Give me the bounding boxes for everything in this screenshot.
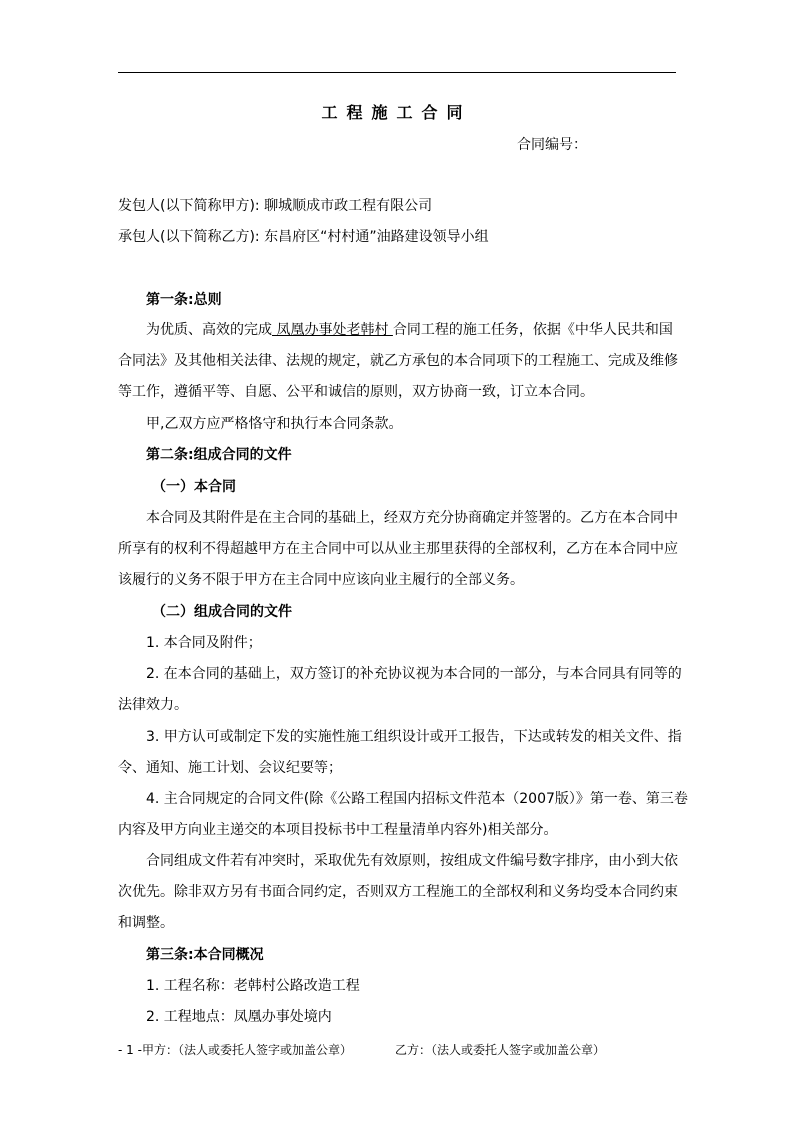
article1-paragraph1-line2: 合同法》及其他相关法律、法规的规定，就乙方承包的本合同项下的工程施工、完成及维修 [118,353,678,369]
article2-sub1-line1: 本合同及其附件是在主合同的基础上，经双方充分协商确定并签署的。乙方在本合同中 [146,510,678,526]
contract-number-label: 合同编号： [517,137,587,153]
article2-sub1-line3: 该履行的义务不限于甲方在主合同中应该向业主履行的全部义务。 [118,572,524,588]
page-footer [118,1041,606,1058]
article1-paragraph1-line1 [146,320,673,340]
article3-item2: 2. 工程地点：凤凰办事处境内 [146,1009,332,1025]
contractor-line: 承包人(以下简称乙方): 东昌府区“村村通”油路建设领导小组 [118,229,489,245]
document-title: 工程施工合同 [321,103,472,122]
article2-sub1-heading: （一）本合同 [152,479,236,495]
article2-item2-line1: 2. 在本合同的基础上，双方签订的补充协议视为本合同的一部分，与本合同具有同等的 [146,666,682,682]
article2-item3-line1: 3. 甲方认可或制定下发的实施性施工组织设计或开工报告，下达或转发的相关文件、指 [146,729,682,745]
article2-conflict-line2: 次优先。除非双方另有书面合同约定，否则双方工程施工的全部权利和义务均受本合同约束 [118,884,678,900]
article2-item4-line2: 内容及甲方向业主递交的本项目投标书中工程量清单内容外)相关部分。 [118,822,558,838]
article2-conflict-line1: 合同组成文件若有冲突时，采取优先有效原则，按组成文件编号数字排序，由小到大依 [146,853,678,869]
header-rule [118,72,676,73]
article2-sub2-heading: （二）组成合同的文件 [152,604,292,620]
article2-item3-line2: 令、通知、施工计划、会议纪要等； [118,760,342,776]
article2-sub1-line2: 所享有的权利不得超越甲方在主合同中可以从业主那里获得的全部权利，乙方在本合同中应 [118,541,678,557]
project-name: 凤凰办事处老韩村 [272,322,393,338]
article2-heading: 第二条:组成合同的文件 [146,447,292,463]
project-intro: 为优质、高效的完成 [146,322,272,338]
article2-item4-line1: 4. 主合同规定的合同文件(除《公路工程国内招标文件范本（2007版）》第一卷、第三卷 [146,791,688,807]
article1-heading: 第一条:总则 [146,292,222,308]
employer-line: 发包人(以下简称甲方): 聊城顺成市政工程有限公司 [118,198,433,214]
article2-conflict-line3: 和调整。 [118,915,174,931]
article2-item1: 1. 本合同及附件； [146,635,262,651]
page-number: - 1 - [118,1043,142,1057]
article1-paragraph1-line3: 等工作，遵循平等、自愿、公平和诚信的原则，双方协商一致，订立本合同。 [118,384,594,400]
project-rest: 合同工程的施工任务，依据《中华人民共和国 [392,322,673,338]
party-b-signature: 乙方：（法人或委托人签字或加盖公章） [395,1043,606,1057]
article2-item2-line2: 法律效力。 [118,697,188,713]
article1-paragraph2: 甲,乙双方应严格恪守和执行本合同条款。 [146,416,403,432]
article3-item1: 1. 工程名称：老韩村公路改造工程 [146,978,360,994]
party-a-signature: 甲方：（法人或委托人签字或加盖公章） [141,1043,352,1057]
article3-heading: 第三条:本合同概况 [146,947,264,963]
